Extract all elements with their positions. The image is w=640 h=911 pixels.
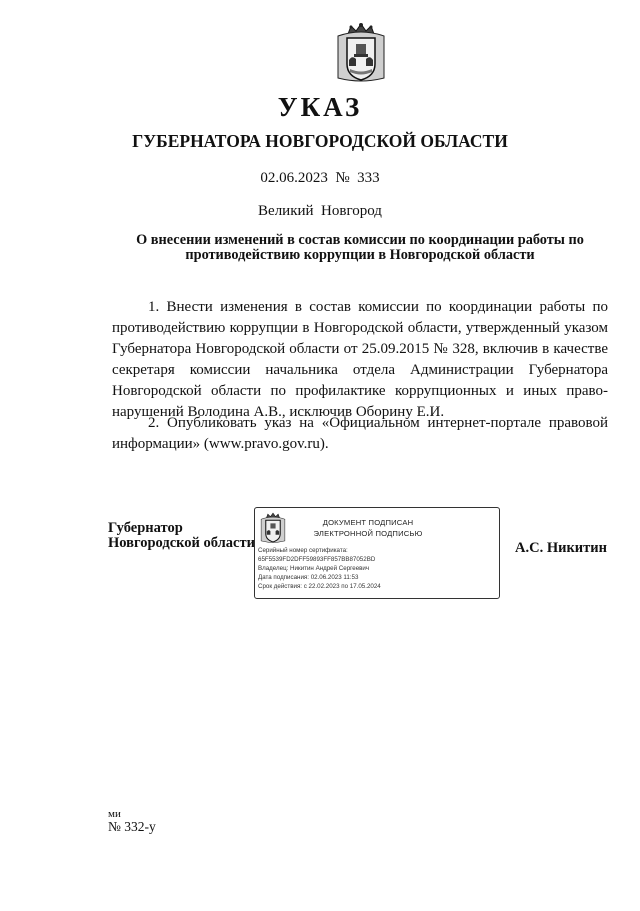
coat-of-arms-icon [334,22,388,84]
heading-line-1: О внесении изменений в состав комиссии по координации работы по [136,232,584,248]
document-place: Великий Новгород [258,203,382,219]
stamp-header-line-2: ЭЛЕКТРОННОЙ ПОДПИСЬЮ [313,529,423,538]
signatory-position [108,521,255,551]
document-title: УКАЗ [277,92,363,122]
stamp-validity: Срок действия: с 22.02.2023 по 17.05.2024 [258,583,381,590]
document-subtitle: ГУБЕРНАТОРА НОВГОРОДСКОЙ ОБЛАСТИ [132,131,508,151]
position-line-2: Новгородской области [108,535,255,551]
stamp-header-line-1: ДОКУМЕНТ ПОДПИСАН [322,518,414,527]
stamp-owner: Владелец: Никитин Андрей Сергеевич [258,565,370,572]
heading-line-2: противодействию коррупции в Новгородской области [185,247,535,263]
document-number: 333 [357,170,380,186]
stamp-serial-label: Серийный номер сертификата: [258,547,348,554]
stamp-serial: 65F5539FD2DFF59893FF857BB87052BD [258,556,376,563]
registration-number: № 332-у [108,819,156,834]
document-date: 02.06.2023 [260,170,328,186]
paragraph-2: 2. Опубликовать указ на «Официальном интернет-портале правовой информации» (www.pravo.gov.ru). [112,415,608,452]
stamp-coat-of-arms-icon [259,512,287,544]
position-line-1: Губернатор [108,520,183,536]
number-sign: № [335,170,350,186]
stamp-header [293,517,443,539]
electronic-signature-stamp [254,507,500,599]
document-heading [112,233,608,263]
signatory-name: А.С. Никитин [515,540,607,556]
document-date-number [0,170,640,187]
stamp-signed-date: Дата подписания: 02.06.2023 11:53 [258,574,359,581]
executor-initials: ми [108,808,121,820]
paragraph-1: 1. Внести изменения в состав комиссии по координации работы по противодействию коррупции в Новгородской области, утвержденный указом Губернатора Новгородской области от 25.09.2015 № 328, включив в качестве секретаря комиссии начальника отдела Администрации Губернатора Новгородской области по профилактике коррупционных и иных право-нарушений Володина А.В., исключив Оборину Е.И. [112,299,608,420]
